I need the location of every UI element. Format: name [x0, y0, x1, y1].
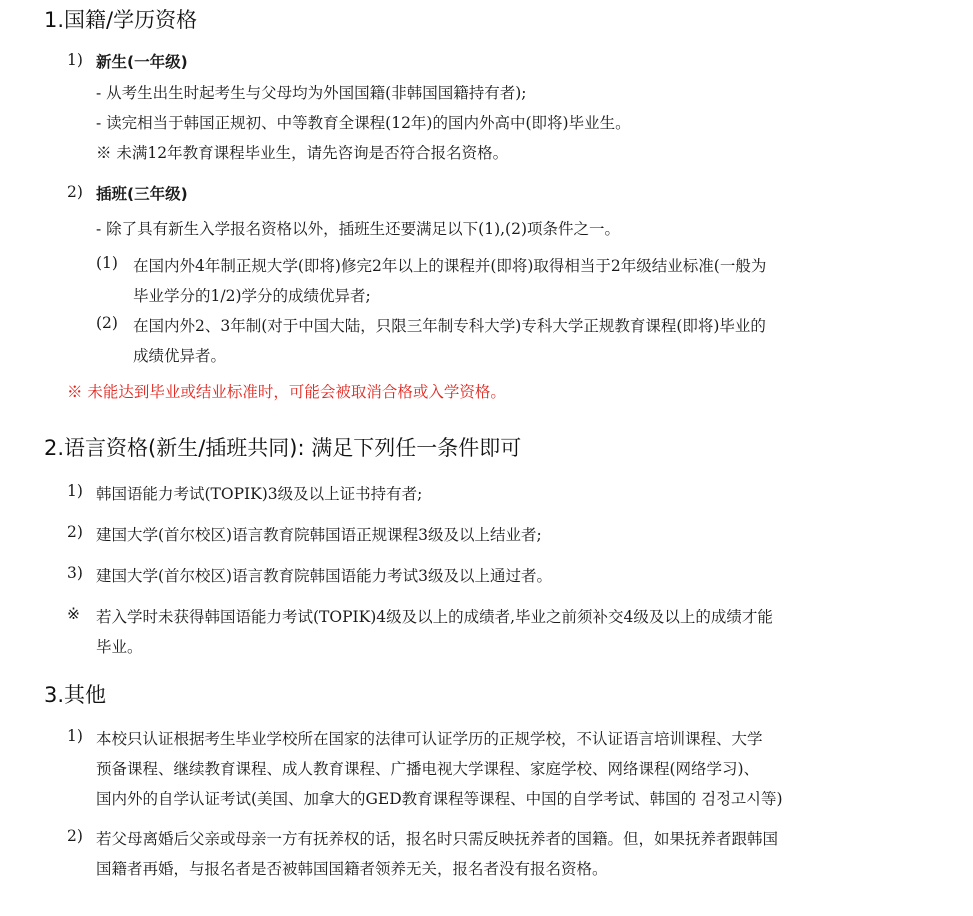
- language-item-number: 2): [67, 523, 83, 541]
- other-item-1-text-cont: 国内外的自学认证考试(美国、加拿大的GED教育课程等课程、中国的自学考试、韩国的 검정고시等): [96, 790, 783, 808]
- sub-1-line: - 从考生出生时起考生与父母均为外国国籍(非韩国国籍持有者);: [96, 84, 527, 102]
- other-item-2-text-cont: 国籍者再婚，与报名者是否被韩国国籍者领养无关，报名者没有报名资格。: [96, 860, 608, 878]
- other-item-1-number: 1): [67, 727, 83, 745]
- topik-note-text: 若入学时未获得韩国语能力考试(TOPIK)4级及以上的成绩者,毕业之前须补交4级及以上的成绩才能: [96, 608, 773, 626]
- topik-note-mark: ※: [67, 605, 80, 623]
- sub-1-note: ※ 未满12年教育课程毕业生，请先咨询是否符合报名资格。: [96, 144, 509, 162]
- sub-2-number: 2): [67, 183, 83, 201]
- section-1-heading: 1.国籍/学历资格: [44, 8, 198, 32]
- condition-1-number: (1): [96, 254, 118, 272]
- other-item-2-text: 若父母离婚后父亲或母亲一方有抚养权的话，报名时只需反映抚养者的国籍。但，如果抚养者跟韩国: [96, 830, 779, 848]
- condition-1-text: 在国内外4年制正规大学(即将)修完2年以上的课程并(即将)取得相当于2年级结业标准(一般为: [133, 257, 767, 275]
- condition-2-number: (2): [96, 314, 118, 332]
- language-item-text: 建国大学(首尔校区)语言教育院韩国语能力考试3级及以上通过者。: [96, 567, 552, 585]
- other-item-1-text-cont: 预备课程、继续教育课程、成人教育课程、广播电视大学课程、家庭学校、网络课程(网络学习)、: [96, 760, 760, 778]
- other-item-1-text: 本校只认证根据考生毕业学校所在国家的法律可认证学历的正规学校，不认证语言培训课程、大学: [96, 730, 763, 748]
- section-2-heading: 2.语言资格(新生/插班共同): 满足下列任一条件即可: [44, 436, 522, 460]
- language-item-number: 1): [67, 482, 83, 500]
- other-item-2-number: 2): [67, 827, 83, 845]
- language-item-text: 韩国语能力考试(TOPIK)3级及以上证书持有者;: [96, 485, 423, 503]
- graduation-warning: ※ 未能达到毕业或结业标准时，可能会被取消合格或入学资格。: [67, 383, 506, 401]
- language-item-text: 建国大学(首尔校区)语言教育院韩国语正规课程3级及以上结业者;: [96, 526, 542, 544]
- sub-1-line: - 读完相当于韩国正规初、中等教育全课程(12年)的国内外高中(即将)毕业生。: [96, 114, 631, 132]
- condition-2-text: 在国内外2、3年制(对于中国大陆，只限三年制专科大学)专科大学正规教育课程(即将)毕业的: [133, 317, 766, 335]
- sub-1-number: 1): [67, 51, 83, 69]
- sub-2-title: 插班(三年级): [96, 185, 188, 203]
- condition-2-text-cont: 成绩优异者。: [133, 347, 227, 365]
- sub-1-title: 新生(一年级): [96, 53, 188, 71]
- language-item-number: 3): [67, 564, 83, 582]
- section-3-heading: 3.其他: [44, 683, 107, 707]
- topik-note-text-cont: 毕业。: [96, 638, 143, 656]
- sub-2-intro: - 除了具有新生入学报名资格以外，插班生还要满足以下(1),(2)项条件之一。: [96, 220, 621, 238]
- condition-1-text-cont: 毕业学分的1/2)学分的成绩优异者;: [133, 287, 371, 305]
